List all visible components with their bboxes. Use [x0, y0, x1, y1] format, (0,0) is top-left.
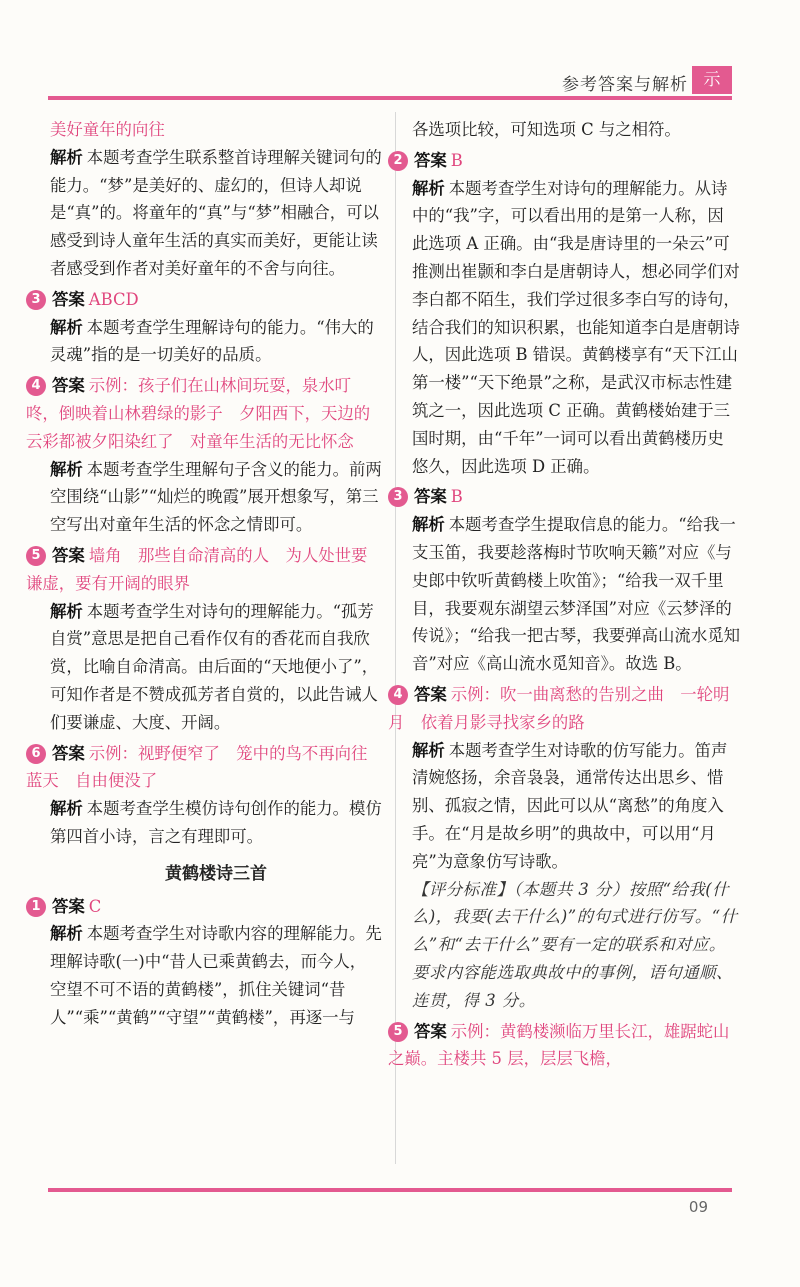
question-number-badge: 4 — [26, 376, 46, 396]
question-5 — [26, 542, 382, 737]
section-question-5 — [388, 1018, 740, 1074]
answer-label: 答案 — [52, 743, 85, 763]
answer-label: 答案 — [414, 684, 447, 704]
header-title: 参考答案与解析 — [562, 75, 688, 95]
question-number-badge: 5 — [388, 1022, 408, 1042]
right-column — [388, 116, 740, 1076]
header-tab: 示 — [692, 66, 732, 94]
answer-text: 示例：视野便窄了 笼中的鸟不再向往蓝天 自由便没了 — [26, 743, 368, 791]
question-number-badge: 2 — [388, 151, 408, 171]
analysis-label: 解析 — [412, 178, 445, 198]
question-number-badge: 1 — [26, 897, 46, 917]
question-4 — [26, 372, 382, 539]
continued-text: 各选项比较，可知选项 C 与之相符。 — [412, 120, 681, 139]
answer-text: C — [88, 896, 102, 916]
left-column — [26, 116, 382, 1035]
analysis-label: 解析 — [50, 147, 83, 167]
question-number-badge: 4 — [388, 685, 408, 705]
answer-label: 答案 — [52, 896, 85, 916]
answer-label: 答案 — [414, 487, 447, 507]
answer-text: B — [450, 487, 463, 507]
analysis-text: 本题考查学生理解句子含义的能力。前两空围绕“山影”“灿烂的晚霞”展开想象写，第三空写出对童年生活的怀念之情即可。 — [50, 459, 382, 535]
analysis-label: 解析 — [50, 799, 83, 819]
column-divider — [395, 112, 396, 1164]
answer-label: 答案 — [414, 150, 447, 170]
analysis-label: 解析 — [50, 459, 83, 479]
answer-text: 示例：吹一曲离愁的告别之曲 一轮明月 依着月影寻找家乡的路 — [388, 684, 730, 732]
intro-analysis: 本题考查学生联系整首诗理解关键词句的能力。“梦”是美好的、虚幻的，但诗人却说是“真”的。将童年的“真”与“梦”相融合，可以感受到诗人童年生活的真实而美好，更能让读者感受到作者对美好童年的不舍与向往。 — [50, 147, 382, 278]
analysis-text: 本题考查学生提取信息的能力。“给我一支玉笛，我要趁落梅时节吹响天籁”对应《与史郎中钦听黄鹤楼上吹笛》；“给我一双千里目，我要观东湖望云梦泽国”对应《云梦泽的传说》；“给我一把古琴，我要弹高山流水觅知音”对应《高山流水觅知音》。故选 B。 — [412, 515, 740, 674]
section-question-2 — [393, 147, 740, 481]
analysis-label: 解析 — [412, 515, 445, 535]
page-number: 09 — [688, 1198, 708, 1216]
question-6 — [26, 740, 382, 851]
answer-text: 示例：黄鹤楼濒临万里长江，雄踞蛇山之巅。主楼共 5 层，层层飞檐， — [388, 1021, 730, 1069]
answer-text: 墙角 那些自命清高的人 为人处世要谦虚，要有开阔的眼界 — [26, 545, 368, 593]
section-question-1 — [31, 893, 382, 1032]
analysis-text: 本题考查学生对诗歌的仿写能力。笛声清婉悠扬，余音袅袅，通常传达出思乡、惜别、孤寂之情，因此可以从“离愁”的角度入手。在“月是故乡明”的典故中，可以用“月亮”为意象仿写诗歌。 — [412, 740, 728, 871]
analysis-label: 解析 — [50, 317, 83, 337]
analysis-text: 本题考查学生模仿诗句创作的能力。模仿第四首小诗，言之有理即可。 — [50, 799, 382, 846]
question-3 — [31, 286, 382, 369]
question-number-badge: 5 — [26, 546, 46, 566]
answer-text: 示例：孩子们在山林间玩耍，泉水叮咚，倒映着山林碧绿的影子 夕阳西下，天边的云彩都被夕阳染红了 对童年生活的无比怀念 — [26, 376, 371, 451]
answer-text: B — [450, 150, 463, 170]
analysis-label: 解析 — [50, 924, 83, 944]
analysis-text: 本题考查学生对诗句的理解能力。从诗中的“我”字，可以看出用的是第一人称，因此选项 A 正确。由“我是唐诗里的一朵云”可推测出崔颢和李白是唐朝诗人，想必同学们对李白都不陌生，我们学过很多李白写的诗句，结合我们的知识积累，也能知道李白是唐朝诗人，因此选项 B 错误。黄鹤楼享有“天下江山第一楼”“天下绝景”之称，是武汉市标志性建筑之一，因此选项 C 正确。黄鹤楼始建于三国时期，由“千年”一词可以看出黄鹤楼历史悠久，因此选项 D 正确。 — [412, 178, 740, 476]
question-number-badge: 3 — [26, 290, 46, 310]
question-number-badge: 6 — [26, 744, 46, 764]
section-question-3 — [393, 483, 740, 678]
grading-criteria: 【评分标准】（本题共 3 分）按照“给我(什么)，我要(去干什么)”的句式进行仿写。“什么”和“去干什么”要有一定的联系和对应。要求内容能选取典故中的事例，语句通顺、连贯，得 3 分。 — [412, 879, 738, 1010]
section-title: 黄鹤楼诗三首 — [165, 863, 267, 884]
section-question-4 — [388, 681, 740, 1015]
answer-text: ABCD — [88, 289, 139, 309]
question-number-badge: 3 — [388, 487, 408, 507]
intro-answer: 美好童年的向往 — [50, 120, 165, 139]
answer-label: 答案 — [52, 545, 85, 565]
analysis-text: 本题考查学生对诗歌内容的理解能力。先理解诗歌(一)中“昔人已乘黄鹤去，而今人，空望不可不语的黄鹤楼”，抓住关键词“昔人”“乘”“黄鹤”“守望”“黄鹤楼”，再逐一与 — [50, 924, 382, 1027]
answer-label: 答案 — [414, 1021, 447, 1041]
page-header — [0, 58, 800, 102]
analysis-text: 本题考查学生理解诗句的能力。“伟大的灵魂”指的是一切美好的品质。 — [50, 317, 374, 365]
analysis-label: 解析 — [50, 601, 83, 621]
answer-label: 答案 — [52, 289, 85, 309]
footer-rule — [48, 1188, 732, 1192]
header-rule — [48, 96, 732, 100]
analysis-text: 本题考查学生对诗句的理解能力。“孤芳自赏”意思是把自己看作仅有的香花而自我欣赏，比喻自命清高。由后面的“天地便小了”，可知作者是不赞成孤芳者自赏的，以此告诫人们要谦虚、大度、开阔。 — [50, 601, 379, 732]
answer-label: 答案 — [52, 376, 85, 396]
analysis-label: 解析 — [412, 740, 445, 760]
